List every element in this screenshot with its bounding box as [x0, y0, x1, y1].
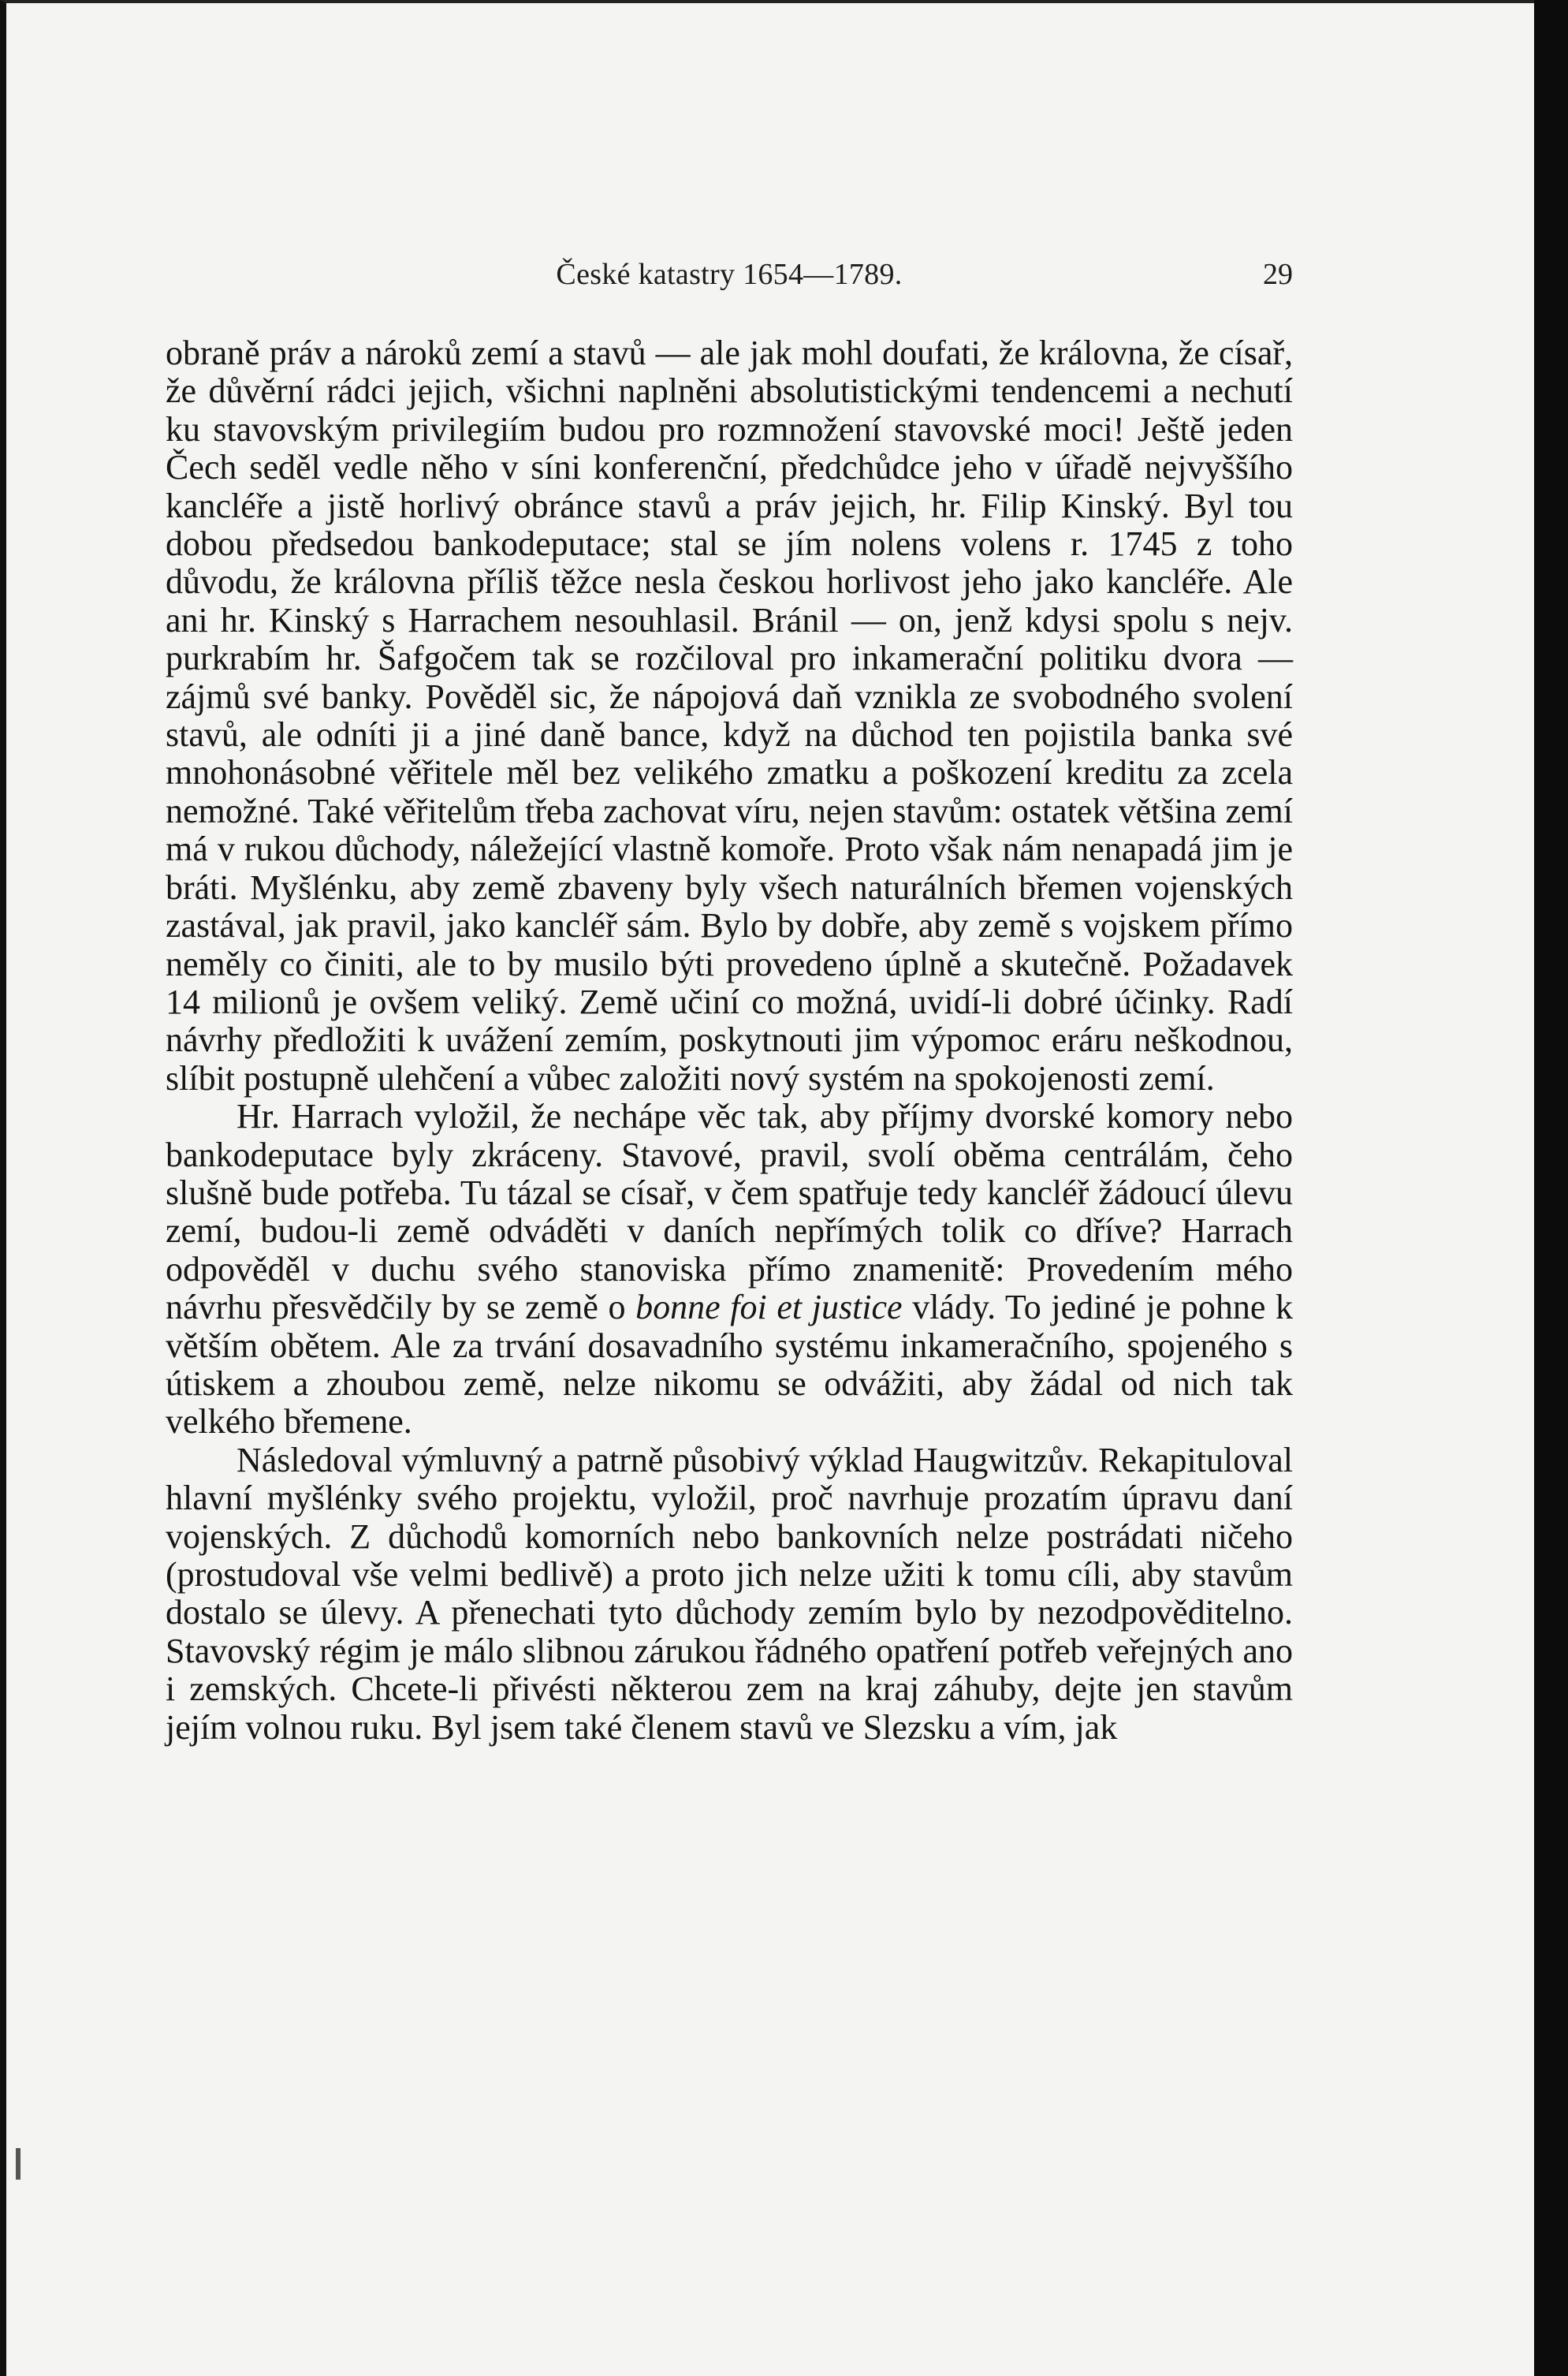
paragraph-3: Následoval výmluvný a patrně působivý výklad Haugwitzův. Rekapituloval hlavní myšlénky svého projektu, vyložil, proč navrhuje prozatím úpravu daní vojenských. Z důchodů komorních nebo bankovních nelze postrádati ničeho (prostudoval vše velmi bedlivě) a proto jich nelze užiti k tomu cíli, aby stavům dostalo se úlevy. A přenechati tyto důchody zemím bylo by nezodpověditelno. Stavovský régim je málo slibnou zárukou řádného opatření potřeb veřejných ano i zemských. Chcete-li přivésti některou zem na kraj záhuby, dejte jen stavům jejím volnou ruku. Byl jsem také členem stavů ve Slezsku a vím, jak [166, 1440, 1293, 1747]
page-header [166, 257, 1293, 304]
scan-mark [16, 2148, 20, 2180]
paragraph-2-text-after: vlády. To jediné je pohne k větším obětem. Ale za trvání dosavadního systému inkameračního, spojeného s útiskem a zhoubou země, nelze nikomu se odvážiti, aby žádal od nich tak velkého břemene. [166, 1288, 1293, 1442]
paragraph-2-italic-phrase: bonne foi et justice [635, 1288, 903, 1327]
page-number: 29 [1263, 258, 1293, 291]
paragraph-2-text-before: Hr. Harrach vyložil, že nechápe věc tak, aby příjmy dvorské komory nebo bankodeputace byly zkráceny. Stavové, pravil, svolí oběma centrálám, čeho slušně bude potřeba. Tu tázal se císař, v čem spatřuje tedy kancléř žádoucí úlevu zemí, budou-li země odváděti v daních nepřímých tolik co dříve? Harrach odpověděl v duchu svého stanoviska přímo znamenitě: Provedením mého návrhu přesvědčily by se země o [166, 1097, 1293, 1327]
scan-border [1534, 0, 1568, 2376]
paragraph-1: obraně práv a nároků zemí a stavů — ale jak mohl doufati, že královna, že císař, že důvěrní rádci jejich, všichni naplněni absolutistickými tendencemi a nechutí ku stavovským privilegiím budou pro rozmnožení stavovské moci! Ještě jeden Čech seděl vedle něho v síni konferenční, předchůdce jeho v úřadě nejvyššího kancléře a jistě horlivý obránce stavů a práv jejich, hr. Filip Kinský. Byl tou dobou předsedou bankodeputace; stal se jím nolens volens r. 1745 z toho důvodu, že královna příliš těžce nesla českou horlivost jeho jako kancléře. Ale ani hr. Kinský s Harrachem nesouhlasil. Bránil — on, jenž kdysi spolu s nejv. purkrabím hr. Šafgočem tak se rozčiloval pro inkamerační politiku dvora — zájmů své banky. Pověděl sic, že nápojová daň vznikla ze svobodného svolení stavů, ale odníti ji a jiné daně bance, když na důchod ten pojistila banka své mnohonásobné věřitele měl bez velikého zmatku a poškození kreditu za zcela nemožné. Také věřitelům třeba zachovat víru, nejen stavům: ostatek většina zemí má v rukou důchody, náležející vlastně komoře. Proto však nám nenapadá jim je bráti. Myšlénku, aby země zbaveny byly všech naturálních břemen vojenských zastával, jak pravil, jako kancléř sám. Bylo by dobře, aby země s vojskem přímo neměly co činiti, ale to by musilo býti provedeno úplně a skutečně. Požadavek 14 milionů je ovšem veliký. Země učiní co možná, uvidí-li dobré účinky. Radí návrhy předložiti k uvážení zemím, poskytnouti jim výpomoc eráru neškodnou, slíbit postupně ulehčení a vůbec založiti nový systém na spokojenosti zemí. [166, 334, 1293, 1098]
paragraph-2 [166, 1098, 1293, 1442]
body-text [166, 334, 1293, 1747]
running-title: České katastry 1654—1789. [556, 258, 903, 291]
